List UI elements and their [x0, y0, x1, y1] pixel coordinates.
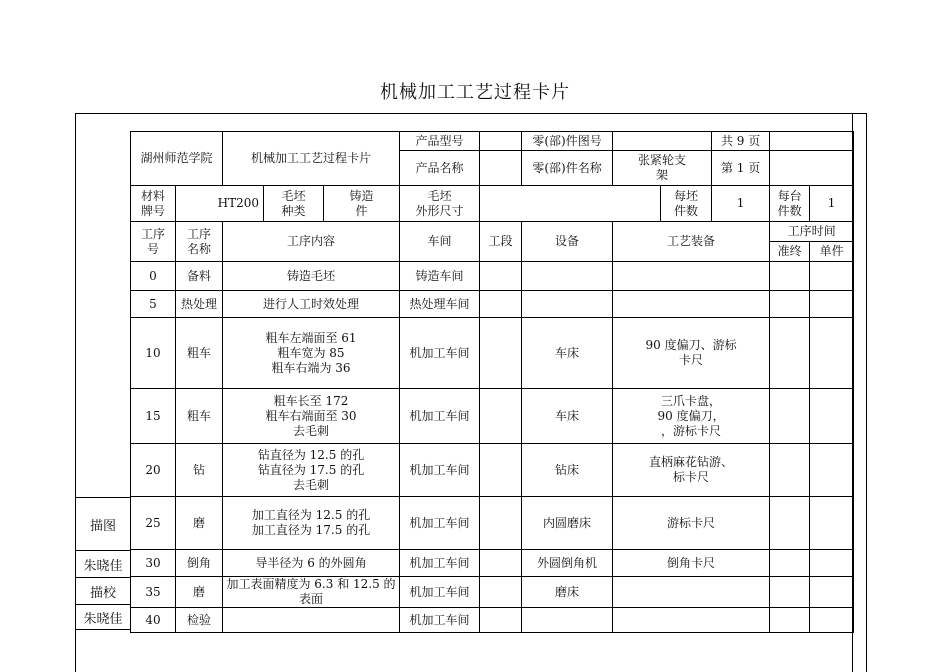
op-section [480, 291, 522, 318]
part-name-label: 零(部)件名称 [522, 151, 613, 186]
op-prep-time [770, 291, 810, 318]
op-prep-time [770, 577, 810, 608]
col-tooling: 工艺装备 [613, 222, 770, 262]
op-equipment: 外圆倒角机 [522, 550, 613, 577]
op-unit-time [810, 444, 854, 497]
op-unit-time [810, 262, 854, 291]
op-section [480, 497, 522, 550]
op-workshop: 机加工车间 [400, 318, 480, 389]
per-blank-label: 每坯 件数 [661, 186, 712, 222]
op-no: 40 [131, 608, 176, 633]
op-workshop: 机加工车间 [400, 608, 480, 633]
per-unit-label: 每台 件数 [770, 186, 810, 222]
traced-label: 描校 [76, 578, 131, 605]
drawn-label: 描图 [76, 498, 131, 551]
op-equipment: 磨床 [522, 577, 613, 608]
op-workshop: 机加工车间 [400, 577, 480, 608]
table-row [131, 318, 854, 389]
op-section [480, 318, 522, 389]
total-pages: 共 9 页 [712, 132, 770, 151]
signature-side-table [75, 497, 131, 630]
op-prep-time [770, 550, 810, 577]
op-no: 15 [131, 389, 176, 444]
product-name-value [480, 151, 522, 186]
op-equipment: 内圆磨床 [522, 497, 613, 550]
col-equipment: 设备 [522, 222, 613, 262]
op-tooling: 三爪卡盘， 90 度偏刀， ，游标卡尺 [613, 389, 770, 444]
part-name-value: 张紧轮支 架 [613, 151, 712, 186]
per-unit-value: 1 [810, 186, 854, 222]
op-name: 热处理 [176, 291, 223, 318]
op-name: 磨 [176, 577, 223, 608]
op-no: 5 [131, 291, 176, 318]
op-content [223, 608, 400, 633]
part-no-label: 零(部)件图号 [522, 132, 613, 151]
op-no: 25 [131, 497, 176, 550]
op-tooling [613, 577, 770, 608]
op-section [480, 577, 522, 608]
op-prep-time [770, 389, 810, 444]
op-tooling [613, 608, 770, 633]
op-workshop: 机加工车间 [400, 550, 480, 577]
op-workshop: 铸造车间 [400, 262, 480, 291]
op-content: 粗车左端面至 61 粗车宽为 85 粗车右端为 36 [223, 318, 400, 389]
op-name: 粗车 [176, 318, 223, 389]
op-no: 0 [131, 262, 176, 291]
op-section [480, 608, 522, 633]
op-name: 倒角 [176, 550, 223, 577]
op-unit-time [810, 389, 854, 444]
op-name: 备料 [176, 262, 223, 291]
blank-type-label: 毛坯 种类 [264, 186, 324, 222]
school-name: 湖州师范学院 [131, 132, 223, 186]
op-equipment [522, 262, 613, 291]
page-number: 第 1 页 [712, 151, 770, 186]
blank-size-label: 毛坯 外形尺寸 [400, 186, 480, 222]
op-equipment: 车床 [522, 389, 613, 444]
col-workshop: 车间 [400, 222, 480, 262]
op-tooling: 90 度偏刀、游标 卡尺 [613, 318, 770, 389]
op-unit-time [810, 577, 854, 608]
op-prep-time [770, 608, 810, 633]
op-content: 导半径为 6 的外圆角 [223, 550, 400, 577]
op-prep-time [770, 444, 810, 497]
process-card-table [130, 131, 854, 633]
table-row [131, 389, 854, 444]
op-section [480, 444, 522, 497]
op-prep-time [770, 262, 810, 291]
table-row [131, 608, 854, 633]
col-prep-time: 准终 [770, 242, 810, 262]
op-content: 加工表面精度为 6.3 和 12.5 的表面 [223, 577, 400, 608]
op-equipment: 钻床 [522, 444, 613, 497]
document-title: 机械加工工艺过程卡片 [380, 82, 570, 103]
op-section [480, 262, 522, 291]
product-model-label: 产品型号 [400, 132, 480, 151]
op-unit-time [810, 550, 854, 577]
op-tooling: 直柄麻花钻游、 标卡尺 [613, 444, 770, 497]
op-content: 加工直径为 12.5 的孔 加工直径为 17.5 的孔 [223, 497, 400, 550]
op-content: 进行人工时效处理 [223, 291, 400, 318]
op-equipment [522, 608, 613, 633]
op-equipment: 车床 [522, 318, 613, 389]
col-unit-time: 单件 [810, 242, 854, 262]
col-op-name: 工序 名称 [176, 222, 223, 262]
traced-by: 朱晓佳 [76, 605, 131, 630]
op-name: 检验 [176, 608, 223, 633]
op-content: 铸造毛坯 [223, 262, 400, 291]
col-section: 工段 [480, 222, 522, 262]
op-workshop: 热处理车间 [400, 291, 480, 318]
op-unit-time [810, 497, 854, 550]
op-workshop: 机加工车间 [400, 497, 480, 550]
op-workshop: 机加工车间 [400, 389, 480, 444]
material-label: 材料 牌号 [131, 186, 176, 222]
op-no: 20 [131, 444, 176, 497]
op-name: 磨 [176, 497, 223, 550]
op-workshop: 机加工车间 [400, 444, 480, 497]
op-tooling [613, 262, 770, 291]
op-prep-time [770, 497, 810, 550]
op-no: 35 [131, 577, 176, 608]
table-row [131, 577, 854, 608]
op-unit-time [810, 318, 854, 389]
op-section [480, 550, 522, 577]
op-unit-time [810, 608, 854, 633]
part-no-value [613, 132, 712, 151]
op-tooling [613, 291, 770, 318]
material-value: HT200 [176, 186, 264, 222]
col-op-time: 工序时间 [770, 222, 854, 242]
header-blank-1 [770, 132, 854, 151]
table-row [131, 262, 854, 291]
table-row [131, 444, 854, 497]
table-row [131, 550, 854, 577]
op-tooling: 游标卡尺 [613, 497, 770, 550]
op-name: 粗车 [176, 389, 223, 444]
op-tooling: 倒角卡尺 [613, 550, 770, 577]
op-name: 钻 [176, 444, 223, 497]
drawn-by: 朱晓佳 [76, 551, 131, 578]
op-no: 30 [131, 550, 176, 577]
blank-size-value [480, 186, 661, 222]
card-name: 机械加工工艺过程卡片 [223, 132, 400, 186]
op-section [480, 389, 522, 444]
op-content: 粗车长至 172 粗车右端面至 30 去毛刺 [223, 389, 400, 444]
op-prep-time [770, 318, 810, 389]
product-model-value [480, 132, 522, 151]
col-content: 工序内容 [223, 222, 400, 262]
op-unit-time [810, 291, 854, 318]
header-blank-2 [770, 151, 854, 186]
op-content: 钻直径为 12.5 的孔 钻直径为 17.5 的孔 去毛刺 [223, 444, 400, 497]
product-name-label: 产品名称 [400, 151, 480, 186]
col-op-no: 工序 号 [131, 222, 176, 262]
table-row [131, 291, 854, 318]
op-no: 10 [131, 318, 176, 389]
per-blank-value: 1 [712, 186, 770, 222]
table-row [131, 497, 854, 550]
blank-type-value: 铸造 件 [324, 186, 400, 222]
op-equipment [522, 291, 613, 318]
